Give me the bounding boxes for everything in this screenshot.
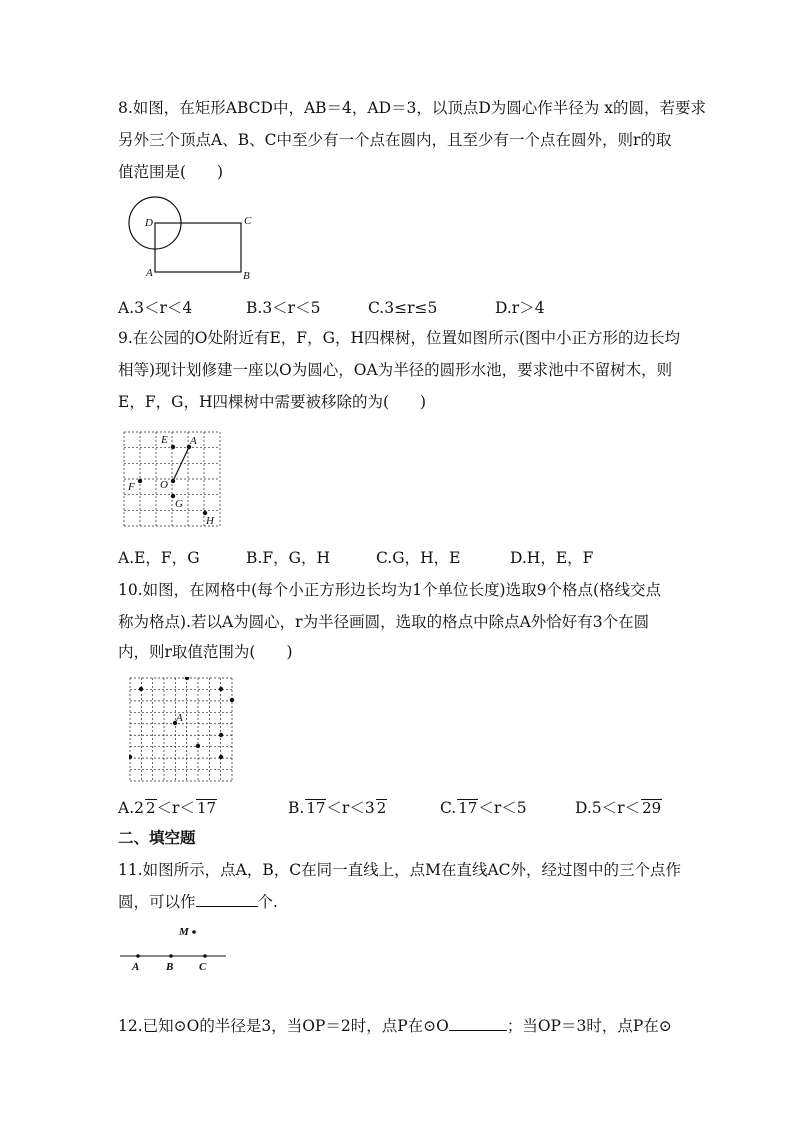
point-b: [169, 954, 173, 958]
label-o: O: [160, 479, 168, 491]
q8-line-3: 值范围是( ): [118, 163, 224, 181]
point-f: [138, 479, 142, 483]
q8-line-1: 8.如图，在矩形ABCD中，AB＝4，AD＝3，以顶点D为圆心作半径为 x的圆，若要求: [118, 99, 706, 117]
section-heading: 二、填空题: [118, 829, 196, 847]
q8-option-a: A.3＜r＜4: [118, 299, 193, 317]
label-a: A: [190, 435, 197, 447]
q11-line-2: 圆，可以作 个.: [118, 893, 278, 911]
grid-point-1: [139, 687, 143, 691]
q8-option-c: C.3≤r≤5: [368, 299, 438, 317]
grid-point-8: [129, 755, 132, 759]
grid-point-5: [219, 733, 223, 737]
q10-line-1: 10.如图，在网格中(每个小正方形边长均为1个单位长度)选取9个格点(格线交点: [118, 581, 662, 599]
point-o: [171, 479, 175, 483]
q9-line-2: 相等)现计划修建一座以O为圆心，OA为半径的圆形水池，要求池中不留树木，则: [118, 361, 673, 379]
q11-collinear-points-figure: [118, 922, 230, 972]
grid-point-4: [230, 698, 234, 702]
q12-line-1: 12.已知⊙O的半径是3，当OP＝2时，点P在⊙O ；当OP＝3时，点P在⊙: [118, 1017, 672, 1035]
q10-line-3: 内，则r取值范围为( ): [118, 643, 293, 661]
grid-point-6: [196, 744, 200, 748]
point-e: [171, 445, 175, 449]
grid-point-3: [219, 687, 223, 691]
q9-line-3: E，F，G，H四棵树中需要被移除的为( ): [118, 393, 427, 411]
label-f: F: [128, 481, 135, 493]
q9-option-a: A.E，F，G: [118, 549, 200, 567]
q10-option-d: D.5＜r＜ 29: [575, 799, 662, 817]
label-a: A: [176, 712, 183, 724]
point-m: [192, 930, 196, 934]
segment-oa: [173, 447, 189, 481]
point-c: [203, 954, 207, 958]
label-b: B: [243, 270, 250, 282]
label-e: E: [161, 434, 168, 446]
label-c: C: [199, 961, 207, 972]
q8-option-b: B.3＜r＜5: [246, 299, 321, 317]
q11-line-1: 11.如图所示，点A，B，C在同一直线上，点M在直线AC外，经过图中的三个点作: [118, 861, 682, 879]
q10-line-2: 称为格点).若以A为圆心，r为半径画圆，选取的格点中除点A外恰好有3个在圆: [118, 613, 650, 631]
rectangle-abcd: [155, 223, 241, 272]
label-d: D: [145, 217, 153, 229]
label-m: M: [179, 926, 189, 938]
label-h: H: [206, 515, 214, 527]
grid-point-2: [185, 677, 189, 680]
label-b: B: [166, 961, 174, 972]
grid-point-7: [219, 755, 223, 759]
q10-option-a: A.2 2＜r＜ 17: [118, 799, 217, 817]
point-a: [136, 954, 140, 958]
label-a: A: [146, 267, 153, 279]
q9-grid-figure: [123, 431, 223, 529]
q12-answer-blank-1[interactable]: [449, 1016, 507, 1031]
label-a: A: [132, 961, 140, 972]
label-g: G: [175, 498, 183, 510]
q10-option-c: C. 17＜r＜5: [440, 799, 527, 817]
q8-rectangle-circle-figure: [120, 190, 260, 282]
q9-line-1: 9.在公园的O处附近有E，F，G，H四棵树，位置如图所示(图中小正方形的边长均: [118, 329, 681, 347]
q9-option-c: C.G，H，E: [376, 549, 461, 567]
label-c: C: [244, 215, 252, 227]
q9-option-b: B.F，G，H: [246, 549, 330, 567]
q8-option-d: D.r＞4: [495, 299, 545, 317]
q11-answer-blank[interactable]: [196, 892, 258, 907]
q10-option-b: B. 17＜r＜3 2: [288, 799, 387, 817]
q8-line-2: 另外三个顶点A、B、C中至少有一个点在圆内，且至少有一个点在圆外，则r的取: [118, 131, 672, 149]
q9-option-d: D.H，E，F: [510, 549, 594, 567]
q10-grid-figure: [129, 677, 235, 785]
